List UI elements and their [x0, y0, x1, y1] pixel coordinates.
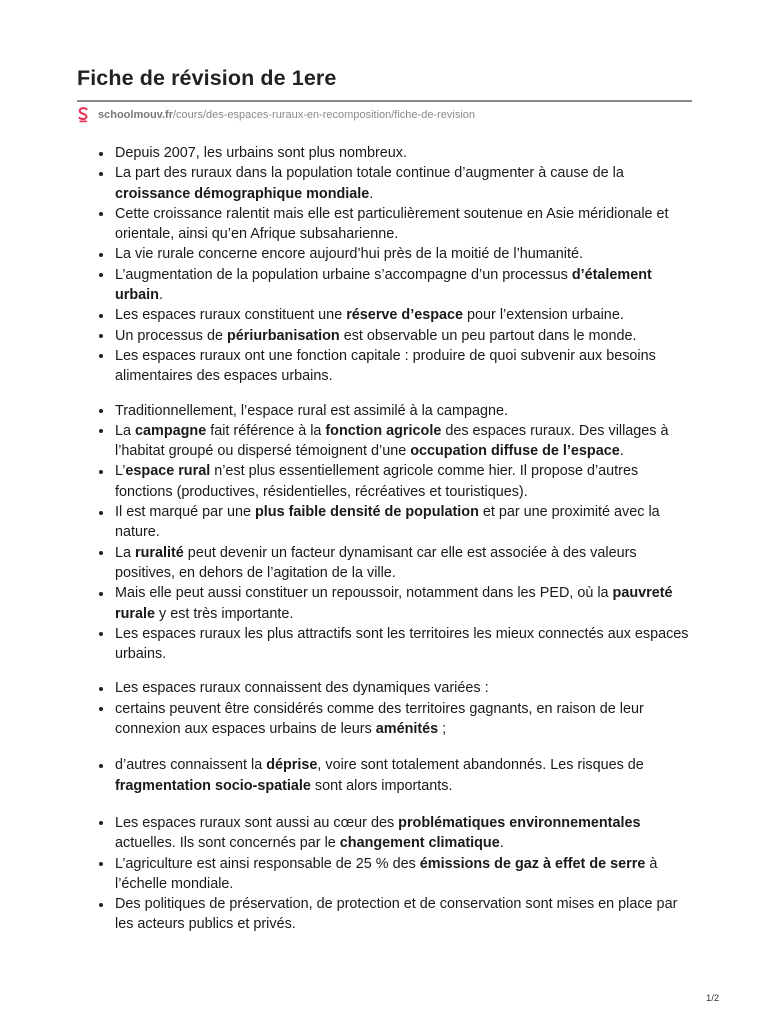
- key-term: croissance démographique mondiale: [115, 185, 370, 202]
- source-domain-link[interactable]: schoolmouv.fr: [98, 109, 173, 121]
- key-term: fragmentation socio-spatiale: [115, 777, 311, 794]
- bullet-item: [93, 502, 693, 543]
- bullet-section: [93, 143, 693, 387]
- bullet-text: certains peuvent être considérés comme des territoires gagnants, en raison de leur connexion aux espaces urbains de leurs: [115, 700, 644, 738]
- bullet-text: actuelles. Ils sont concernés par le: [115, 835, 340, 852]
- bullet-item: [93, 543, 693, 584]
- bullet-text: peut devenir un facteur dynamisant car elle est associée à des valeurs positives, en dehors de l’agitation de la ville.: [115, 544, 637, 581]
- bullet-text: .: [369, 185, 374, 202]
- key-term: pauvreté rurale: [115, 585, 673, 622]
- bullet-text: Les espaces ruraux constituent une: [115, 307, 347, 324]
- bullet-item: [93, 143, 693, 163]
- bullet-item: [93, 265, 693, 306]
- bullet-text: L’augmentation de la population urbaine s’accompagne d’un processus: [115, 266, 572, 283]
- bullet-item: [93, 421, 693, 462]
- bullet-item: [93, 204, 693, 245]
- bullet-text: des espaces ruraux. Des villages à l’habitat groupé ou dispersé témoignent d’une: [115, 422, 669, 460]
- bullet-text: Les espaces ruraux les plus attractifs sont les territoires les mieux connectés aux espaces urbains.: [115, 625, 689, 663]
- key-term: périurbanisation: [226, 327, 340, 344]
- bullet-text: ;: [438, 721, 447, 738]
- bullet-text: La: [115, 544, 136, 561]
- bullet-text: La: [115, 422, 136, 439]
- key-term: changement climatique: [339, 835, 500, 852]
- bullet-text: Il est marqué par une: [115, 504, 255, 521]
- bullet-text: L’agriculture est ainsi responsable de 25 % des: [115, 855, 420, 872]
- key-term: plus faible densité de population: [255, 504, 479, 521]
- bullet-section: [93, 755, 693, 796]
- bullet-item: [93, 244, 693, 264]
- bullet-section: [93, 678, 693, 739]
- bullet-text: et par une proximité avec la nature.: [115, 504, 660, 541]
- bullet-item: [93, 326, 693, 346]
- key-term: aménités: [375, 721, 439, 738]
- bullet-text: d’autres connaissent la: [115, 757, 267, 774]
- bullet-text: Les espaces ruraux connaissent des dynamiques variées :: [115, 680, 489, 697]
- bullet-item: [93, 894, 693, 935]
- bullet-text: Les espaces ruraux ont une fonction capitale : produire de quoi subvenir aux besoins alimentaires des espaces urbains.: [115, 347, 656, 385]
- bullet-text: Cette croissance ralentit mais elle est particulièrement soutenue en Asie méridionale et orientale, ainsi qu’en Afrique subsaharienne.: [115, 205, 669, 243]
- bullet-text: Des politiques de préservation, de protection et de conservation sont mises en place par les acteurs publics et privés.: [115, 896, 678, 933]
- bullet-text: sont alors importants.: [310, 777, 453, 794]
- bullet-item: [93, 461, 693, 502]
- key-term: ruralité: [135, 544, 184, 561]
- page-title: Fiche de révision de 1ere: [77, 66, 337, 90]
- bullet-text: .: [619, 443, 624, 460]
- bullet-item: [93, 755, 693, 796]
- bullet-item: [93, 305, 693, 325]
- bullet-text: à l’échelle mondiale.: [115, 855, 658, 892]
- key-term: réserve d’espace: [346, 307, 464, 324]
- bullet-section: [93, 813, 693, 935]
- bullet-text: Un processus de: [115, 327, 227, 344]
- bullet-item: [93, 699, 693, 740]
- bullet-text: .: [499, 835, 504, 852]
- schoolmouv-s-logo-icon: [78, 107, 88, 123]
- source-path-link[interactable]: /cours/des-espaces-ruraux-en-recomposition/fiche-de-revision: [172, 109, 476, 121]
- key-term: espace rural: [125, 463, 211, 480]
- bullet-item: [93, 813, 693, 854]
- bullet-text: n’est plus essentiellement agricole comme hier. Il propose d’autres fonctions (productives, résidentielles, récréatives et touristiques).: [115, 463, 639, 500]
- key-term: occupation diffuse de l’espace: [410, 443, 620, 460]
- bullet-text: .: [158, 287, 163, 304]
- bullet-text: y est très importante.: [155, 605, 294, 622]
- bullet-text: pour l’extension urbaine.: [463, 307, 624, 324]
- revision-content: [93, 143, 693, 935]
- bullet-text: est observable un peu partout dans le monde.: [339, 327, 637, 344]
- bullet-item: [93, 401, 693, 421]
- bullet-item: [93, 583, 693, 624]
- key-term: émissions de gaz à effet de serre: [419, 855, 646, 872]
- bullet-text: La part des ruraux dans la population totale continue d’augmenter à cause de la: [115, 165, 624, 182]
- key-term: problématiques environnementales: [398, 814, 641, 831]
- bullet-text: Mais elle peut aussi constituer un repoussoir, notamment dans les PED, où la: [115, 585, 613, 602]
- key-term: déprise: [266, 757, 318, 774]
- page-number: 1/2: [706, 993, 720, 1004]
- title-divider: [77, 100, 692, 102]
- bullet-text: Les espaces ruraux sont aussi au cœur des: [115, 814, 399, 831]
- key-term: campagne: [135, 422, 207, 439]
- source-line: [78, 107, 475, 123]
- bullet-item: [93, 163, 693, 204]
- bullet-item: [93, 624, 693, 665]
- bullet-text: fait référence à la: [206, 422, 326, 439]
- bullet-text: , voire sont totalement abandonnés. Les risques de: [317, 757, 644, 774]
- bullet-text: La vie rurale concerne encore aujourd’hui près de la moitié de l’humanité.: [115, 246, 583, 263]
- bullet-text: L’: [115, 463, 126, 480]
- key-term: d’étalement urbain: [115, 266, 652, 304]
- bullet-item: [93, 346, 693, 387]
- bullet-text: Traditionnellement, l’espace rural est assimilé à la campagne.: [115, 402, 509, 419]
- bullet-section: [93, 401, 693, 665]
- bullet-item: [93, 854, 693, 895]
- key-term: fonction agricole: [325, 422, 442, 439]
- bullet-item: [93, 678, 693, 698]
- bullet-text: Depuis 2007, les urbains sont plus nombreux.: [115, 145, 407, 161]
